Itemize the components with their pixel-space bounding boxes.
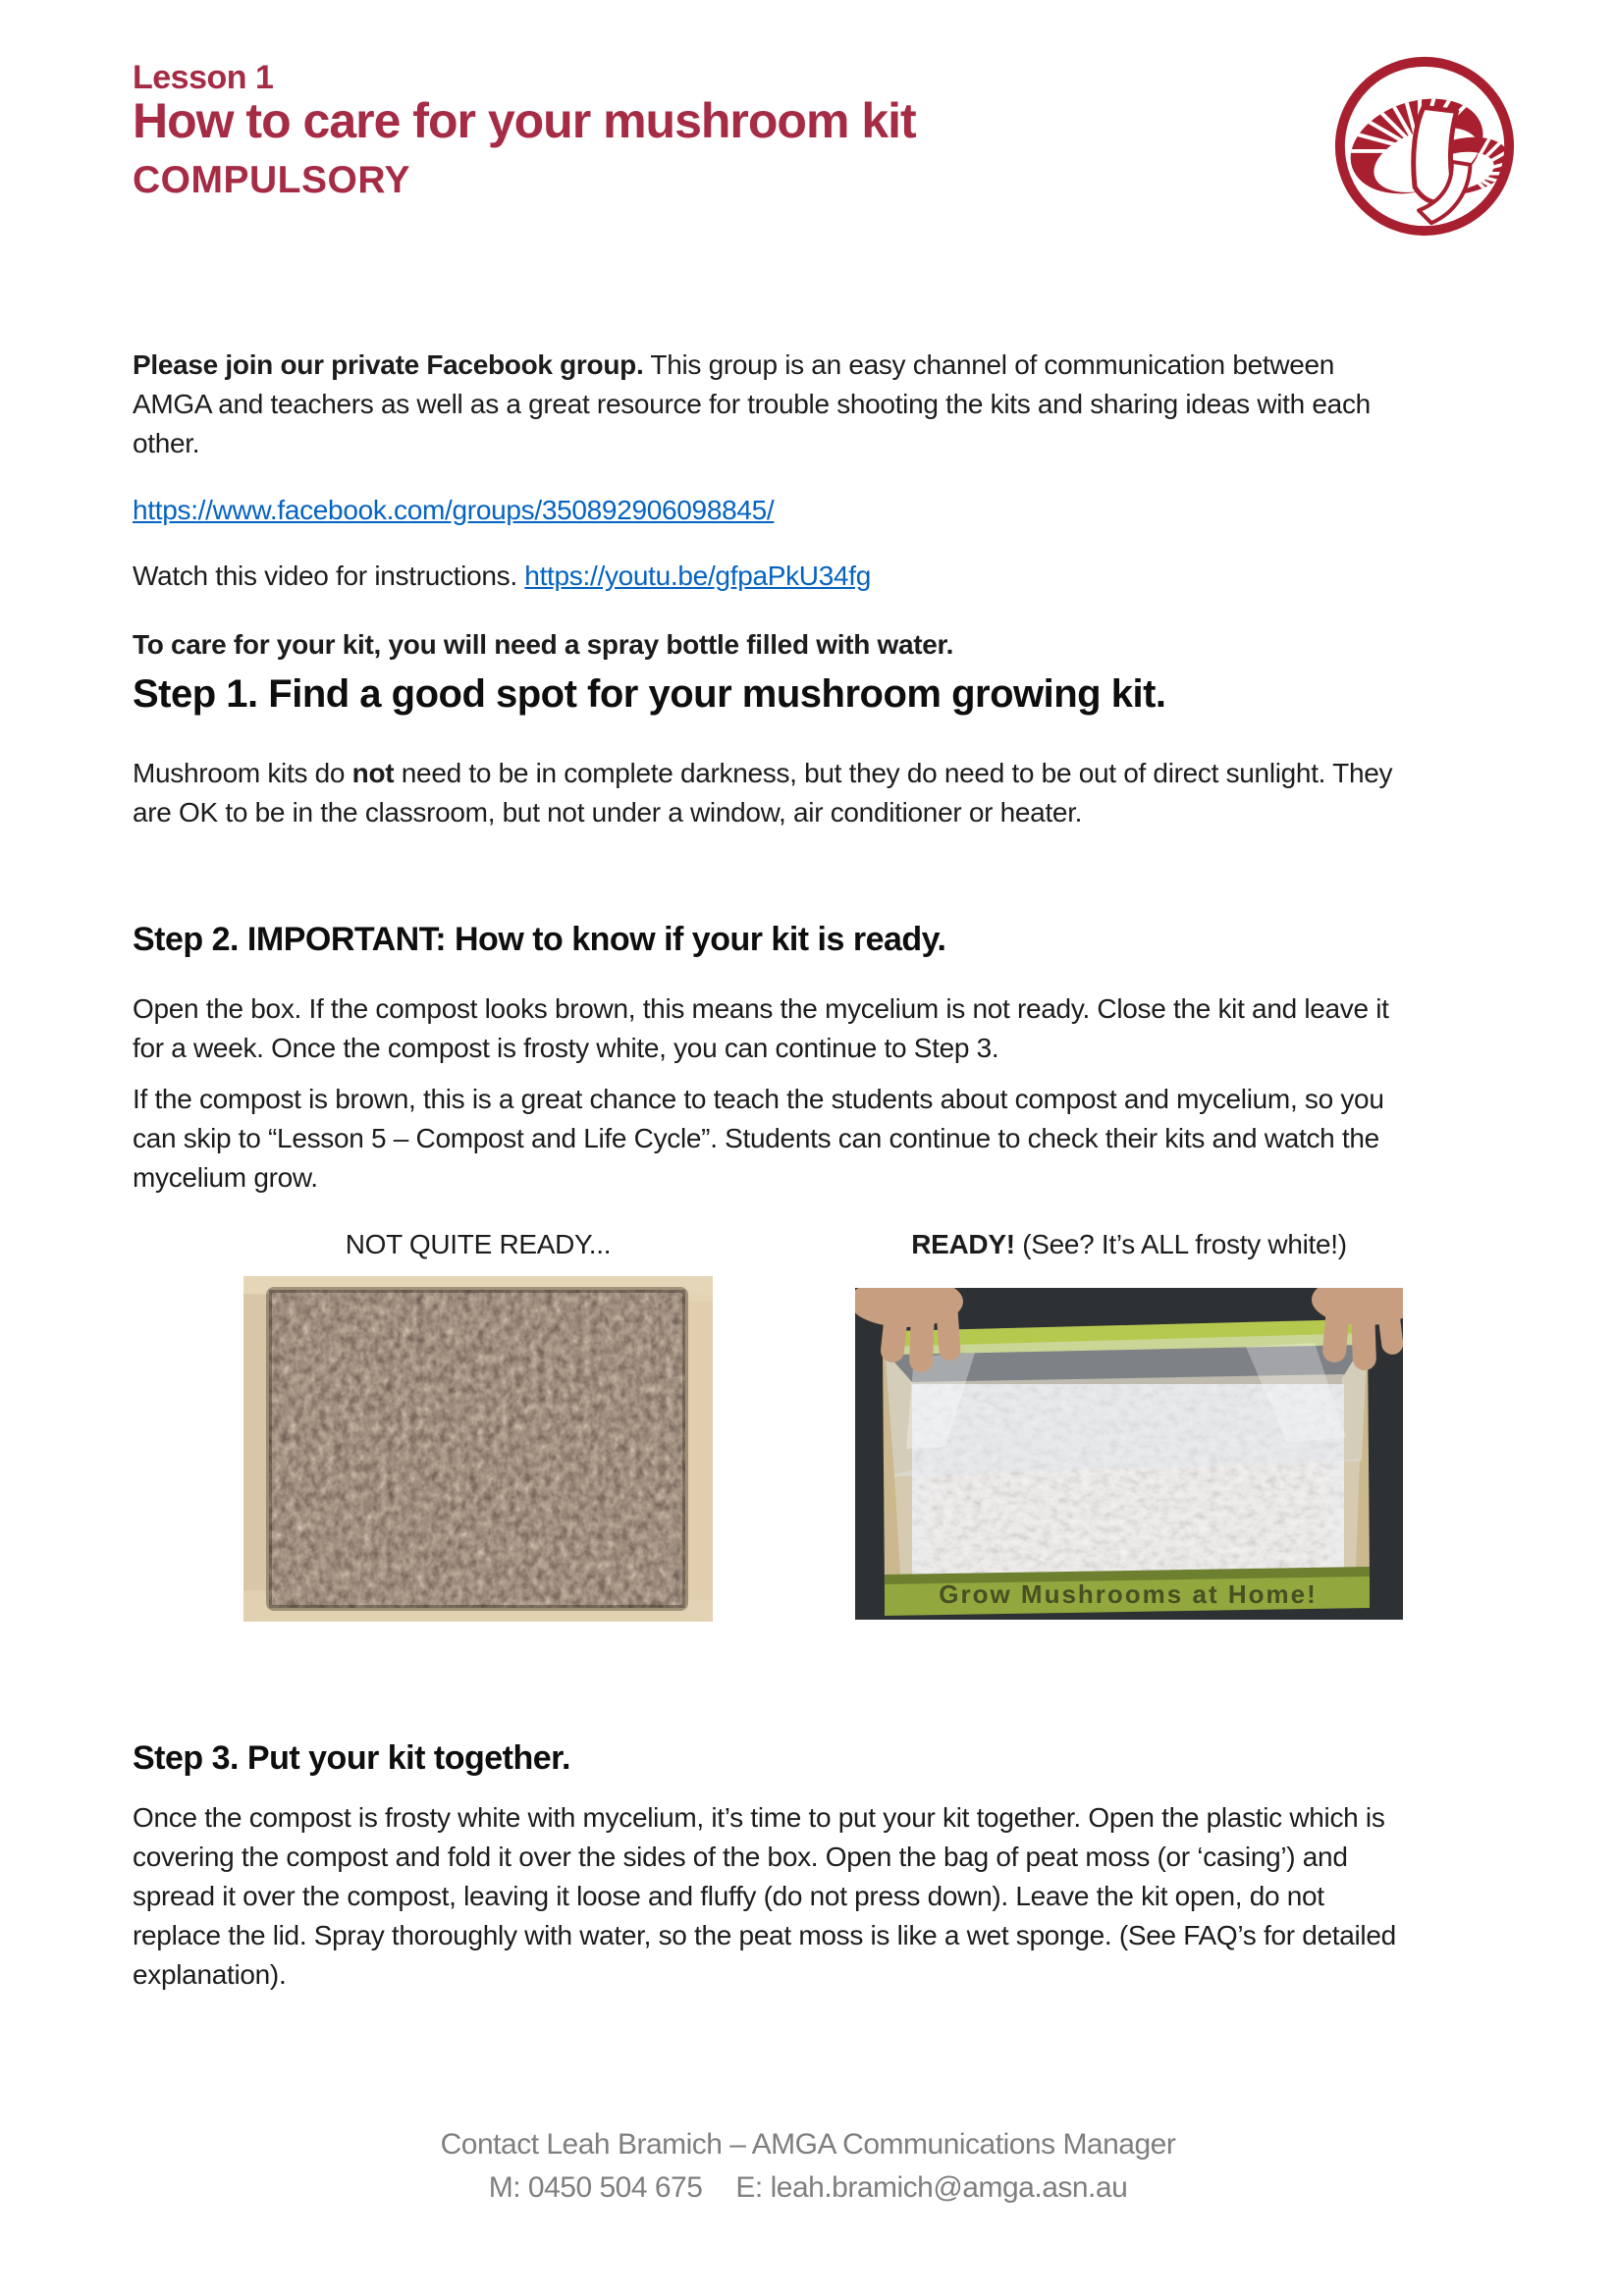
photo-ready [855,1288,1403,1620]
intro-facebook-paragraph [133,346,1414,463]
step2-heading: Step 2. IMPORTANT: How to know if your kit is ready. [133,921,946,958]
caption-ready-text: (See? It’s ALL frosty white!) [1022,1229,1347,1259]
facebook-link-line [133,491,1414,530]
video-instruction-line [133,557,1414,596]
footer-mobile: M: 0450 504 675 [488,2171,703,2204]
ready-box-label: Grow Mushrooms at Home! [939,1579,1318,1609]
step3-paragraph: Once the compost is frosty white with mycelium, it’s time to put your kit together. Open the plastic which is covering the compost and fold it over the sides of the box. Open the bag of peat moss (or ‘casing’) and spread it over the compost, leaving it loose and fluffy (do not press down). Leave the kit open, do not replace the lid. Spray thoroughly with water, so the peat moss is like a wet sponge. (See FAQ’s for detailed explanation). [133,1802,1396,1990]
caption-ready [855,1229,1403,1260]
photo-not-ready [243,1276,713,1622]
footer-contact-line: Contact Leah Bramich – AMGA Communications Manager [440,2128,1176,2161]
compulsory-badge: COMPULSORY [133,159,411,201]
step2-paragraph-2: If the compost is brown, this is a great chance to teach the students about compost and mycelium, so you can skip to “Lesson 5 – Compost and Life Cycle”. Students can continue to check their kits and watch the mycelium grow. [133,1084,1384,1193]
step1-paragraph [133,754,1414,832]
step1-bold-not: not [351,758,395,788]
step2-paragraph-1: Open the box. If the compost looks brown, this means the mycelium is not ready. Close the kit and leave it for a week. Once the compost is frosty white, you can continue to Step 3. [133,993,1389,1063]
caption-ready-bold: READY! [911,1229,1015,1259]
footer-contact-details [0,2171,1616,2205]
mushroom-logo-icon [1327,49,1522,243]
step1-text-after: need to be in complete darkness, but they do need to be out of direct sunlight. They are OK to be in the classroom, but not under a window, air conditioner or heater. [133,758,1393,828]
caption-not-ready: NOT QUITE READY... [345,1229,612,1259]
step1-text-before: Mushroom kits do [133,758,346,788]
facebook-text: This group is an easy channel of communication between AMGA and teachers as well as a great resource for trouble shooting the kits and sharing ideas with each other. [133,349,1371,458]
video-link[interactable]: https://youtu.be/gfpaPkU34fg [524,561,872,591]
header-lesson-label: Lesson 1 [133,59,274,96]
spray-bottle-note: To care for your kit, you will need a spray bottle filled with water. [133,629,954,660]
facebook-bold-lead: Please join our private Facebook group. [133,349,644,380]
page-title: How to care for your mushroom kit [133,93,916,148]
step1-heading: Step 1. Find a good spot for your mushroom growing kit. [133,672,1166,716]
step3-heading: Step 3. Put your kit together. [133,1739,570,1777]
video-instruction-text: Watch this video for instructions. [133,561,517,591]
footer-email: E: leah.bramich@amga.asn.au [735,2171,1128,2204]
facebook-group-link[interactable]: https://www.facebook.com/groups/350892906098845/ [133,495,775,525]
